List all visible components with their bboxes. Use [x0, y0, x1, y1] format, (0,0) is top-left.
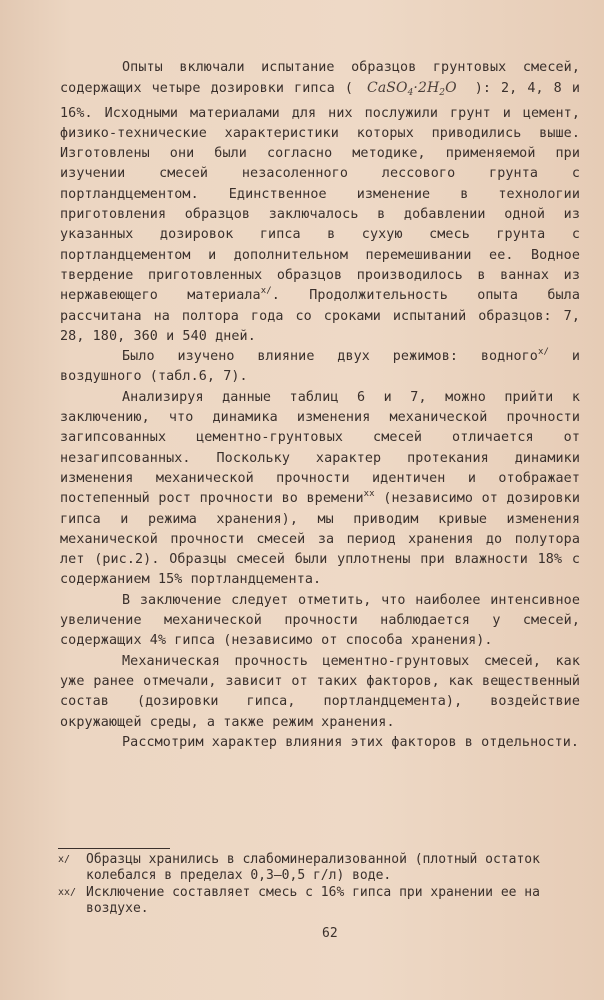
formula-dot: ·2H [413, 80, 440, 97]
footnote-2 [58, 885, 588, 916]
formula-end: O [445, 80, 457, 97]
footnote-2-text: Исключение составляет смесь с 16% гипса при хранении ее на воздухе. [86, 885, 540, 916]
formula-main: CaSO [367, 80, 408, 97]
paragraph-2-part-a: Было изучено влияние двух режимов: водного [122, 349, 538, 365]
paragraph-1-part-b: ): 2, 4, 8 и 16%. Исходными материалами для них послужили грунт и цемент, физико-технические характеристики которых приводились выше. Изготовлены они были согласно методике, применяемой при изучении смесей незасоленного лессового грунта с портландцементом. Единственное изменение в технологии приготовления образцов заключалось в добавлении одной из указанных дозировок гипса в сухую смесь грунта с портландцементом и дополнительном перемешивании ее. Водное твердение приготовленных образцов производилось в ваннах из нержавеющего материала [60, 81, 580, 304]
paragraph-4: В заключение следует отметить, что наиболее интенсивное увеличение механической прочности наблюдается у смесей, содержащих 4% гипса (независимо от способа хранения). [60, 592, 580, 649]
paragraph-3 [60, 388, 580, 591]
paragraph-2 [60, 347, 580, 388]
paragraph-2-part-b: и воздушного (табл.6, 7). [60, 349, 580, 385]
gypsum-formula [353, 80, 475, 99]
footnote-divider [58, 848, 170, 849]
paragraph-1-part-c: . Продолжительность опыта была рассчитана на полтора года со сроками испытаний образцов: 7, 28, 180, 360 и 540 дней. [60, 288, 581, 344]
page-number: 62 [322, 926, 338, 941]
formula-sub-1: 4 [407, 88, 414, 99]
footnote-1-mark: x/ [58, 854, 71, 865]
footnote-1 [58, 852, 588, 883]
formula-sub-2: 2 [439, 88, 446, 99]
paragraph-6: Рассмотрим характер влияния этих факторов в отдельности. [122, 734, 580, 750]
footnotes [58, 852, 588, 918]
footnote-1-text: Образцы хранились в слабоминерализованной (плотный остаток колебался в пределах 0,3–0,5 г/л) воде. [86, 852, 540, 883]
paragraph-3-part-a: Анализируя данные таблиц 6 и 7, можно прийти к заключению, что динамика изменения механической прочности загипсованных цементно-грунтовых смесей отличается от незагипсованных. Поскольку характер протекания динамики изменения механической прочности идентичен и отображает постепенный рост прочности во времени [60, 389, 580, 507]
footnote-ref-3[interactable]: xx [363, 489, 375, 500]
paragraph-1-part-a: Опыты включали испытание образцов грунтовых смесей, содержащих четыре дозировки гипса ( [60, 60, 580, 97]
footnote-ref-1[interactable]: x/ [260, 286, 272, 297]
body-text [60, 58, 580, 753]
footnote-2-mark: xx/ [58, 887, 77, 898]
paragraph-1 [60, 58, 580, 347]
footnote-ref-2[interactable]: x/ [537, 347, 550, 358]
paragraph-5: Механическая прочность цементно-грунтовых смесей, как уже ранее отмечали, зависит от таких факторов, как вещественный состав (дозировки гипса, портландцемента), воздействие окружающей среды, а также режим хранения. [60, 653, 580, 730]
paragraph-3-part-b: (независимо от дозировки гипса и режима хранения), мы приводим кривые изменения механической прочности смесей за период хранения до полутора лет (рис.2). Образцы смесей были уплотнены при влажности 18% с содержанием 15% портландцемента. [60, 491, 580, 588]
